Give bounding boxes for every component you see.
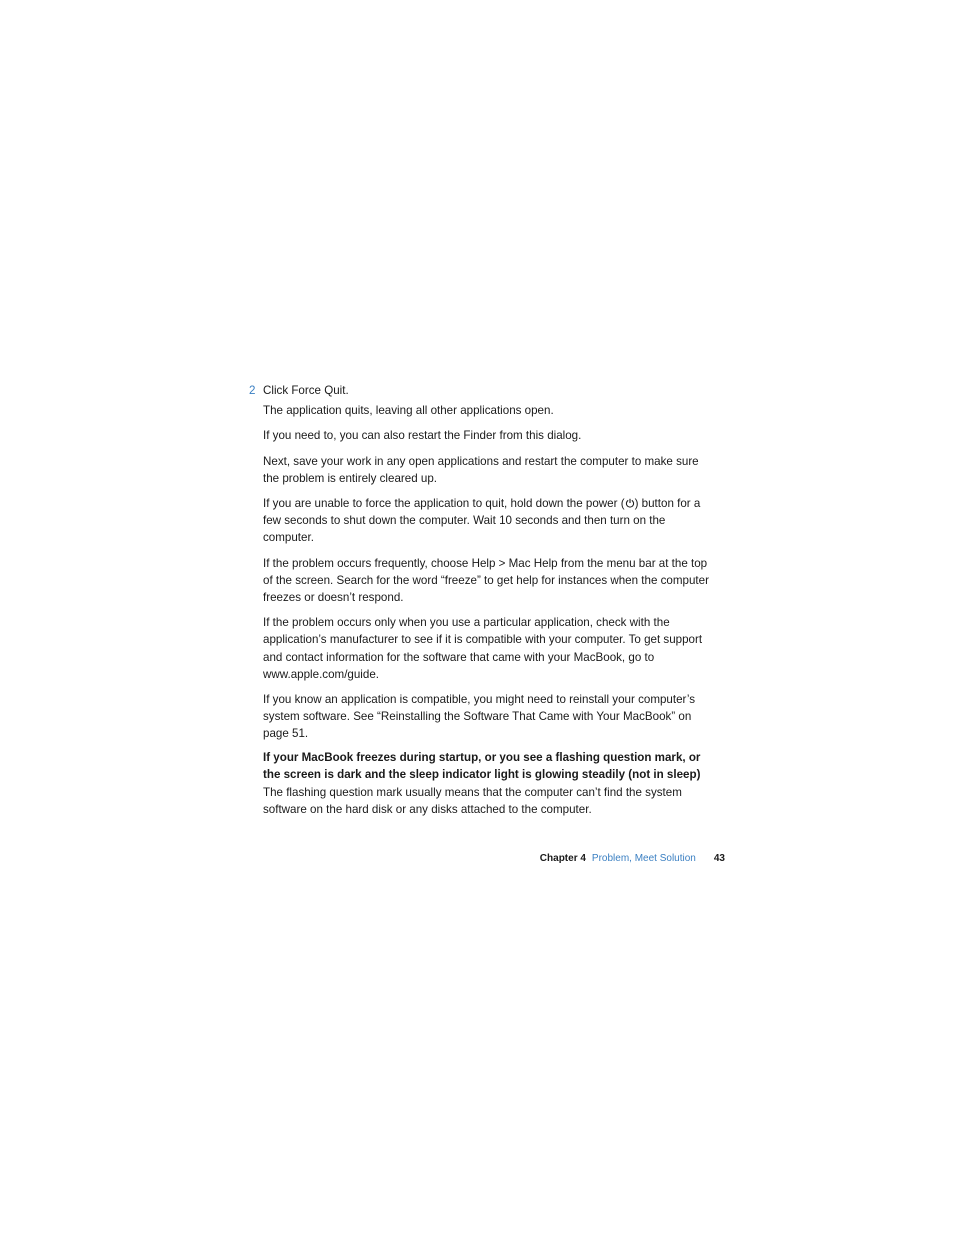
paragraph: The application quits, leaving all other applications open.: [263, 404, 554, 418]
power-icon: [625, 498, 635, 508]
paragraph: If you know an application is compatible, you might need to reinstall your computer’s system software. See “Reinstalling the Software That Came with Your MacBook” on page 51.: [263, 693, 695, 741]
footer-chapter: Chapter 4: [539, 853, 586, 864]
power-paragraph-after: ) button for a few seconds to shut down the computer. Wait 10 seconds and then turn on the computer.: [263, 497, 701, 545]
paragraph: If you need to, you can also restart the Finder from this dialog.: [263, 429, 582, 443]
power-paragraph-before: If you are unable to force the application to quit, hold down the power (: [263, 497, 625, 511]
subheading: If your MacBook freezes during startup, or you see a flashing question mark, or the screen is dark and the sleep indicator light is glowing steadily (not in sleep): [263, 750, 701, 781]
step-number: 2: [249, 384, 256, 397]
page-content: [249, 382, 713, 826]
step-text: Click Force Quit.: [263, 384, 349, 397]
step-2: [249, 382, 713, 399]
power-paragraph: [263, 495, 713, 547]
footer-chapter-title: Problem, Meet Solution: [591, 853, 696, 864]
paragraph: Next, save your work in any open applications and restart the computer to make sure the problem is entirely cleared up.: [263, 454, 699, 485]
page-footer: [0, 852, 725, 866]
paragraph: If the problem occurs only when you use a particular application, check with the application’s manufacturer to see if it is compatible with your computer. To get support and contact information for the software that came with your MacBook, go to www.apple.com/guide.: [263, 616, 703, 681]
page-number: 43: [713, 853, 725, 864]
subheading-body: The flashing question mark usually means that the computer can’t find the system software on the hard disk or any disks attached to the computer.: [263, 786, 682, 817]
paragraph: If the problem occurs frequently, choose Help > Mac Help from the menu bar at the top of the screen. Search for the word “freeze” to get help for instances when the computer freezes or doesn’t respond.: [263, 556, 709, 605]
